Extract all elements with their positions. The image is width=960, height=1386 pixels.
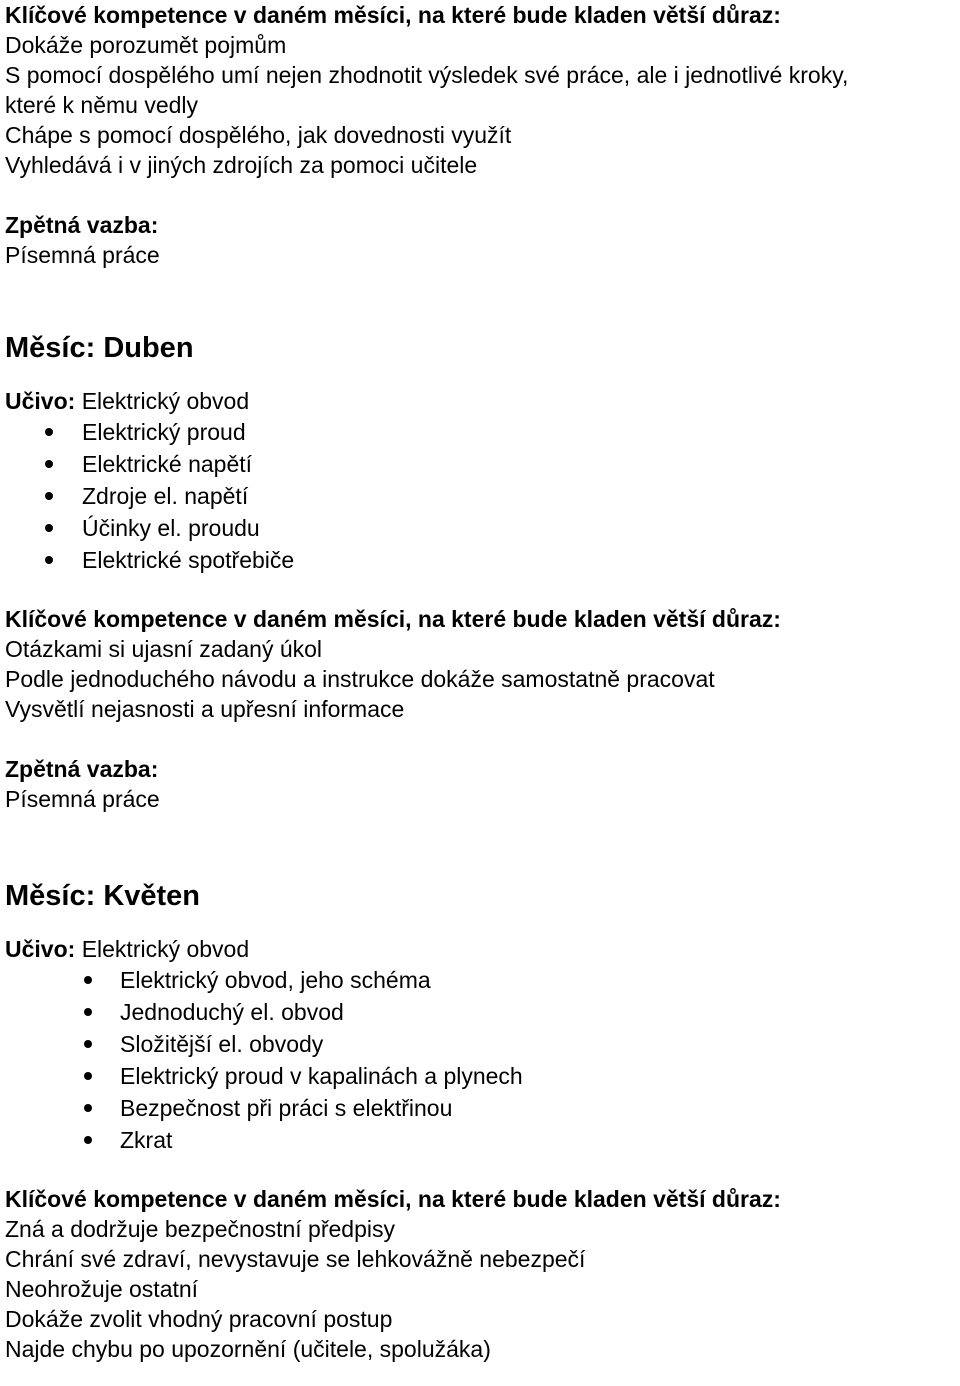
ucivo-list-may bbox=[5, 964, 955, 1156]
competence-line: Dokáže porozumět pojmům bbox=[5, 32, 287, 58]
ucivo-list-april bbox=[5, 416, 955, 576]
competence-line: Otázkami si ujasní zadaný úkol bbox=[5, 636, 323, 662]
competence-line: Vysvětlí nejasnosti a upřesní informace bbox=[5, 696, 405, 722]
list-item: Složitější el. obvody bbox=[5, 1028, 955, 1060]
feedback-value: Písemná práce bbox=[5, 786, 160, 812]
feedback-label: Zpětná vazba: bbox=[5, 756, 159, 782]
list-item: Elektrické spotřebiče bbox=[5, 544, 955, 576]
competence-heading: Klíčové kompetence v daném měsíci, na které bude kladen větší důraz: bbox=[5, 2, 781, 28]
list-item: Bezpečnost při práci s elektřinou bbox=[5, 1092, 955, 1124]
feedback-value: Písemná práce bbox=[5, 242, 160, 268]
competence-line: Najde chybu po upozornění (učitele, spolužáka) bbox=[5, 1336, 491, 1362]
competence-line: Chápe s pomocí dospělého, jak dovednosti využít bbox=[5, 122, 512, 148]
competence-line: Neohrožuje ostatní bbox=[5, 1276, 199, 1302]
competence-line: které k němu vedly bbox=[5, 92, 199, 118]
document bbox=[5, 0, 955, 1364]
competence-line: Podle jednoduchého návodu a instrukce dokáže samostatně pracovat bbox=[5, 666, 715, 692]
ucivo-label: Učivo: bbox=[5, 388, 76, 414]
competence-line: S pomocí dospělého umí nejen zhodnotit výsledek své práce, ale i jednotlivé kroky, bbox=[5, 62, 849, 88]
list-item: Elektrický proud v kapalinách a plynech bbox=[5, 1060, 955, 1092]
competence-line: Chrání své zdraví, nevystavuje se lehkovážně nebezpečí bbox=[5, 1246, 586, 1272]
bullet-icon bbox=[84, 1104, 92, 1112]
list-item: Elektrické napětí bbox=[5, 448, 955, 480]
list-item: Zkrat bbox=[5, 1124, 955, 1156]
list-item: Jednoduchý el. obvod bbox=[5, 996, 955, 1028]
bullet-icon bbox=[84, 1072, 92, 1080]
ucivo-line bbox=[5, 386, 955, 416]
ucivo-label: Učivo: bbox=[5, 936, 76, 962]
bullet-icon bbox=[45, 428, 53, 436]
list-item: Zdroje el. napětí bbox=[5, 480, 955, 512]
bullet-icon bbox=[45, 556, 53, 564]
month-heading-may: Měsíc: Květen bbox=[5, 880, 201, 912]
month-heading-april: Měsíc: Duben bbox=[5, 332, 194, 364]
bullet-icon bbox=[45, 460, 53, 468]
ucivo-value: Elektrický obvod bbox=[81, 936, 250, 962]
bullet-icon bbox=[84, 1008, 92, 1016]
bullet-icon bbox=[84, 1136, 92, 1144]
competence-line: Dokáže zvolit vhodný pracovní postup bbox=[5, 1306, 393, 1332]
list-item: Účinky el. proudu bbox=[5, 512, 955, 544]
competence-heading: Klíčové kompetence v daném měsíci, na které bude kladen větší důraz: bbox=[5, 606, 781, 632]
bullet-icon bbox=[45, 524, 53, 532]
competence-line: Vyhledává i v jiných zdrojích za pomoci učitele bbox=[5, 152, 478, 178]
list-item: Elektrický obvod, jeho schéma bbox=[5, 964, 955, 996]
feedback-label: Zpětná vazba: bbox=[5, 212, 159, 238]
list-item: Elektrický proud bbox=[5, 416, 955, 448]
bullet-icon bbox=[45, 492, 53, 500]
bullet-icon bbox=[84, 1040, 92, 1048]
bullet-icon bbox=[84, 976, 92, 984]
ucivo-value: Elektrický obvod bbox=[81, 388, 250, 414]
competence-heading: Klíčové kompetence v daném měsíci, na které bude kladen větší důraz: bbox=[5, 1186, 781, 1212]
competence-line: Zná a dodržuje bezpečnostní předpisy bbox=[5, 1216, 395, 1242]
ucivo-line bbox=[5, 934, 955, 964]
